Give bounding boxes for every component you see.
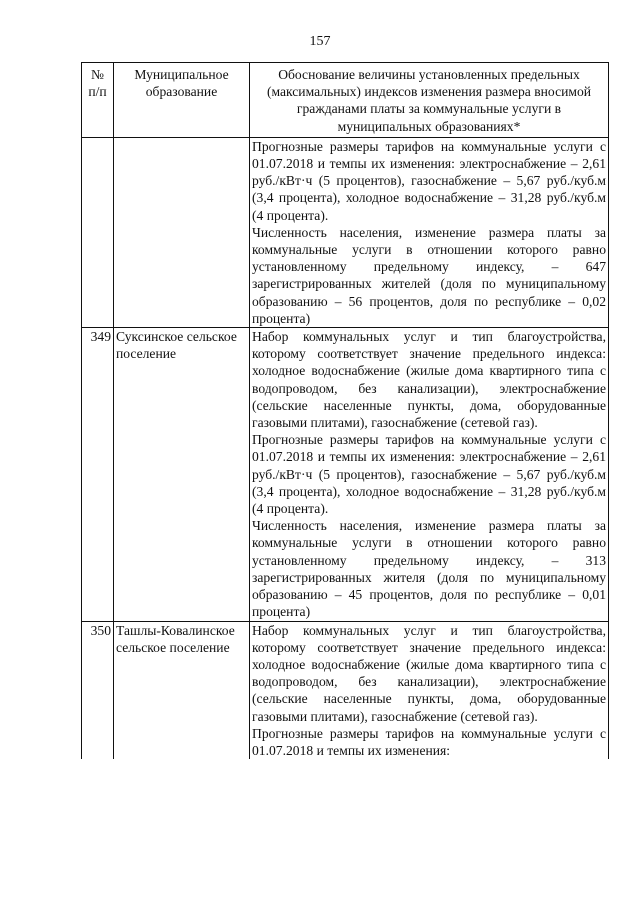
row-justification	[250, 621, 609, 759]
paragraph: Численность населения, изменение размера платы за коммунальные услуги в отношении которого равно установленному предельному индексу, – 647 зарегистрированных жителей (доля по муниципальному образованию – 56 процентов, доля по республике – 0,02 процента)	[252, 224, 606, 326]
row-municipality	[114, 137, 250, 327]
table-row	[82, 621, 609, 759]
paragraph: Прогнозные размеры тарифов на коммунальные услуги с 01.07.2018 и темпы их изменения: электроснабжение – 2,61 руб./кВт·ч (5 процентов), газоснабжение – 5,67 руб./куб.м (3,4 процента), холодное водоснабжение – 31,28 руб./куб.м (4 процента).	[252, 138, 606, 223]
page-number: 157	[309, 34, 331, 49]
table-row	[82, 328, 609, 621]
paragraph: Прогнозные размеры тарифов на коммунальные услуги с 01.07.2018 и темпы их изменения:	[252, 725, 606, 758]
paragraph: Набор коммунальных услуг и тип благоустройства, которому соответствует значение предельного индекса: холодное водоснабжение (жилые дома квартирного типа с водопроводом, без канализации), электроснабжение (сельские населенные пункты, дома, оборудованные газовыми плитами), газоснабжение (сетевой газ).	[252, 622, 606, 724]
table-header-row	[82, 63, 609, 138]
paragraph: Численность населения, изменение размера платы за коммунальные услуги в отношении которого равно установленному предельному индексу, – 313 зарегистрированных жителя (доля по муниципальному образованию – 45 процентов, доля по республике – 0,01 процента)	[252, 518, 606, 620]
paragraph: Прогнозные размеры тарифов на коммунальные услуги с 01.07.2018 и темпы их изменения: электроснабжение – 2,61 руб./кВт·ч (5 процентов), газоснабжение – 5,67 руб./куб.м (3,4 процента), холодное водоснабжение – 31,28 руб./куб.м (4 процента).	[252, 432, 606, 517]
paragraph: Набор коммунальных услуг и тип благоустройства, которому соответствует значение предельного индекса: холодное водоснабжение (жилые дома квартирного типа с водопроводом, без канализации), электроснабжение (сельские населенные пункты, дома, оборудованные газовыми плитами), газоснабжение (сетевой газ).	[252, 329, 606, 431]
row-municipality: Ташлы-Ковалинское сельское поселение	[114, 621, 250, 759]
row-justification	[250, 137, 609, 327]
row-num: 350	[82, 621, 114, 759]
tariff-table	[81, 62, 609, 759]
header-num: № п/п	[82, 63, 114, 138]
row-justification	[250, 328, 609, 621]
header-justification: Обоснование величины установленных предельных (максимальных) индексов изменения размера вносимой гражданами платы за коммунальные услуги в муниципальных образованиях*	[250, 63, 609, 138]
row-num	[82, 137, 114, 327]
header-municipality: Муниципальное образование	[114, 63, 250, 138]
row-num: 349	[82, 328, 114, 621]
table-row	[82, 137, 609, 327]
row-municipality: Суксинское сельское поселение	[114, 328, 250, 621]
